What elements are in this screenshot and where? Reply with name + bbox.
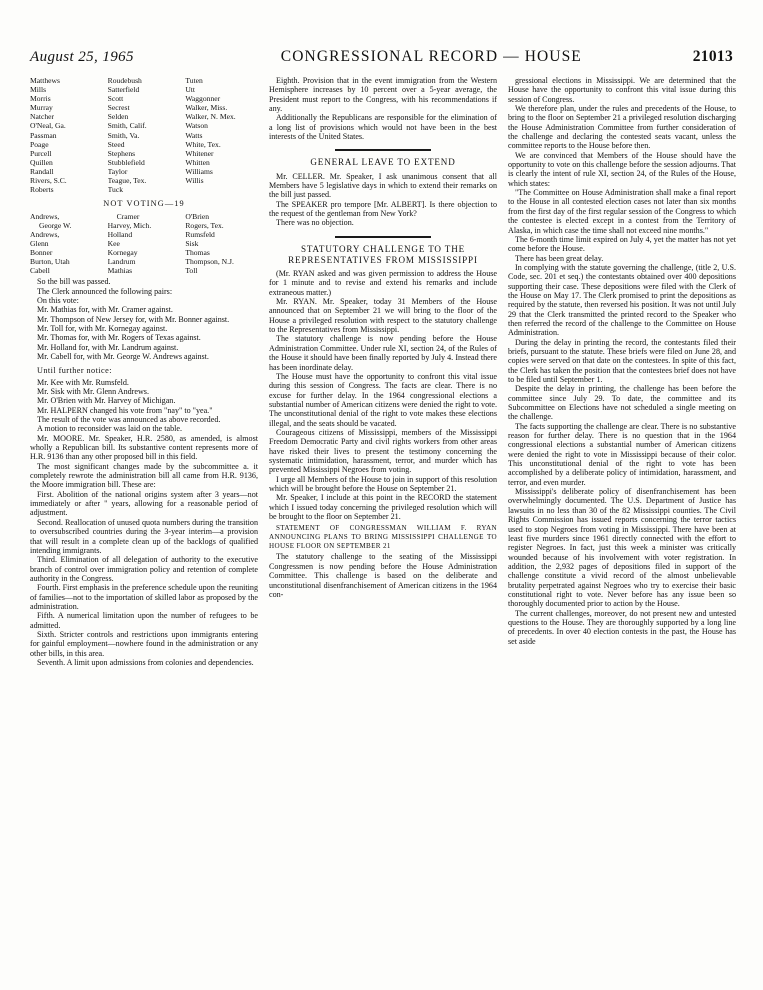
- member-name: Walker, Miss.: [185, 103, 228, 113]
- paragraph: So the bill was passed.: [37, 277, 111, 287]
- member-name: Taylor: [107, 166, 128, 176]
- member-name: Bonner: [30, 247, 53, 257]
- paragraph: Despite the delay in printing, the challenge has been before the committee since July 29. To date, the committee and its Subcommittee on Elections have not scheduled a single meeting on the challenge.: [508, 384, 736, 422]
- paragraph: We therefore plan, under the rules and precedents of the House, to bring to the floor on September 21 a privileged resolution discharging the House Administration Committee from further consideration of the challenge and declaring the contested seats vacant, unless the committee reports to the House before then.: [508, 104, 736, 151]
- member-name: O'Brien: [185, 211, 210, 221]
- member-name: Holland: [107, 229, 133, 239]
- member-name: Passman: [30, 130, 57, 140]
- paragraph: Mr. Thompson of New Jersey for, with Mr. Bonner against.: [37, 314, 230, 324]
- member-name: O'Neal, Ga.: [30, 121, 66, 131]
- member-name: Kee: [107, 238, 120, 248]
- section-heading-statutory-challenge: STATUTORY CHALLENGE TO THE REPRESENTATIVES FROM MISSISSIPPI: [288, 243, 478, 265]
- member-name: Sisk: [185, 238, 199, 248]
- member-name: Whitener: [185, 148, 214, 158]
- member-name: Willis: [185, 176, 204, 186]
- member-name: Thomas: [185, 247, 210, 257]
- member-name: Satterfield: [107, 85, 140, 95]
- general-leave-paragraphs: [269, 172, 497, 228]
- paragraph: The SPEAKER pro tempore [Mr. ALBERT]. Is there objection to the request of the gentleman from New York?: [269, 199, 497, 218]
- member-name: Rogers, Tex.: [185, 220, 224, 230]
- paragraph: Seventh. A limit upon admissions from colonies and dependencies.: [37, 657, 254, 667]
- paragraph: Mr. MOORE. Mr. Speaker, H.R. 2580, as amended, is almost wholly a Republican bill. Its substantive content represents more of H.R. 9136 than any other proposed bill in this field.: [30, 433, 258, 462]
- section-divider-rule-2: [335, 236, 431, 238]
- member-name: Purcell: [30, 148, 52, 158]
- member-name: Natcher: [30, 112, 55, 122]
- member-name: Teague, Tex.: [107, 176, 147, 186]
- not-voting-name-list: [30, 212, 258, 276]
- member-name: Scott: [107, 94, 124, 104]
- paragraph: "The Committee on House Administration shall make a final report to the House in all contested election cases not later than six months from the first day of the first regular session of the Congress to which the contestee is elected except in a contest from the Territory of Alaska, in which case the time shall not exceed nine months.": [508, 188, 736, 235]
- member-name: [185, 185, 258, 194]
- paragraph: Mr. HALPERN changed his vote from "nay" to "yea.": [37, 405, 213, 415]
- member-name: Randall: [30, 166, 54, 176]
- member-name: Cabell: [30, 266, 50, 276]
- member-name: Steed: [107, 139, 125, 149]
- member-name: Murray: [30, 103, 53, 113]
- running-head: [30, 48, 733, 74]
- member-name: Toll: [185, 266, 198, 276]
- paragraph: The House must have the opportunity to confront this vital issue during this session of Congress. The facts are clear. There is no excuse for further delay. In the 1964 congressional elections a substantial number of American citizens were denied the right to vote. The unconstitutional denial of the right to vote makes these elections illegal, and the seats should be vacated.: [269, 371, 497, 428]
- member-name: Roudebush: [107, 76, 142, 85]
- paragraph: Mr. Thomas for, with Mr. Rogers of Texas against.: [37, 333, 201, 343]
- member-name: Cramer: [116, 211, 140, 221]
- paragraph: During the delay in printing the record, the contestants filed their briefs, pursuant to the statute. These briefs were filed on June 28, and copies were served on that date on the contestees. In spite of this fact, the Clerk has taken the position that the contestees brief does not have to be filed until September 1.: [508, 337, 736, 384]
- column-2-continued-paragraphs: [269, 76, 497, 141]
- member-name: Smith, Calif.: [107, 121, 147, 131]
- member-name: Walker, N. Mex.: [185, 112, 236, 122]
- paragraph: The statutory challenge to the seating of the Mississippi Congressmen is now pending before the House Administration Committee. This challenge is based on the deliberate and unconstitutional disenfranchisement of American citizens in the 1964 con-: [269, 552, 497, 599]
- paragraph: Mr. RYAN. Mr. Speaker, today 31 Members of the House announced that on September 21 we will bring to the floor of the House a privileged resolution with respect to the statutory challenge to the Representatives from Mississippi.: [269, 297, 497, 335]
- member-name: Watts: [185, 130, 203, 140]
- not-voting-heading: NOT VOTING—19: [103, 199, 185, 209]
- yea-name-list: [30, 76, 258, 194]
- paragraph: The current challenges, moreover, do not present new and untested questions to the House. They are thoroughly supported by a long line of precedents. In over 40 election contests in the past, the House has set aside: [508, 608, 736, 646]
- member-name: Tuck: [107, 185, 123, 195]
- column-1: [30, 76, 258, 956]
- column-3: [508, 76, 736, 956]
- paragraph: gressional elections in Mississippi. We are determined that the House have the opportunity to confront this vital issue during this session of Congress.: [508, 76, 736, 104]
- member-name: Selden: [107, 112, 129, 122]
- member-name: Harvey, Mich.: [107, 220, 152, 230]
- member-name: Mathias: [107, 266, 133, 276]
- member-name: Thompson, N.J.: [185, 257, 234, 267]
- paragraph: The facts supporting the challenge are clear. There is no substantive reason for further delay. There is no question that in the 1964 congressional elections a substantial number of American citizens were denied the right to vote in Mississippi because of their color. This unconstitutional denial of the right to vote has been accomplished by a deliberate policy of intimidation, harassment, and terror, and even murder.: [508, 421, 736, 487]
- issue-date: August 25, 1965: [30, 49, 134, 65]
- paragraph: Eighth. Provision that in the event immigration from the Western Hemisphere increases by 10 percent over a 5-year average, the President must report to the Congress, with his recommendations if any.: [269, 76, 497, 114]
- paragraph: Fifth. A numerical limitation upon the number of refugees to be admitted.: [30, 611, 258, 630]
- paragraph: Fourth. First emphasis in the preference schedule upon the reuniting of families—not to the importation of skilled labor as proposed by the administration.: [30, 583, 258, 611]
- column-2: [269, 76, 497, 956]
- column-1-paragraphs: [30, 277, 258, 361]
- member-name: Poage: [30, 139, 49, 149]
- member-name: Andrews,: [30, 229, 60, 239]
- statement-title: STATEMENT OF CONGRESSMAN WILLIAM F. RYAN ANNOUNCING PLANS TO BRING MISSISSIPPI CHALLENGE TO HOUSE FLOOR ON SEPTEMBER 21: [269, 524, 497, 550]
- statement-body: [269, 552, 497, 599]
- member-name: Burton, Utah: [30, 257, 70, 267]
- member-name: Kornegay: [107, 247, 138, 257]
- paragraph: Sixth. Stricter controls and restrictions upon immigrants entering for gainful employment—nowhere found in the administration or any other bills, in this area.: [30, 629, 258, 658]
- member-name: George W.: [39, 220, 72, 230]
- member-name: Quillen: [30, 157, 53, 167]
- page-number: 21013: [692, 48, 733, 65]
- column-container: [30, 76, 736, 956]
- paragraph: Mr. O'Brien with Mr. Harvey of Michigan.: [37, 396, 176, 406]
- member-name: Stubblefield: [107, 157, 145, 167]
- member-name: Watson: [185, 121, 208, 131]
- member-name: Rumsfeld: [185, 229, 215, 239]
- section-heading-general-leave: GENERAL LEAVE TO EXTEND: [310, 157, 456, 168]
- member-name: Landrum: [107, 257, 136, 267]
- paragraph: Mr. Sisk with Mr. Glenn Andrews.: [37, 387, 149, 396]
- member-name: Rivers, S.C.: [30, 176, 67, 186]
- member-name: White, Tex.: [185, 139, 221, 149]
- paragraph: The statutory challenge is now pending before the House Administration Committee. Under rule XI, section 24, of the Rules of the House it should have been finally reported by July 4. Instead there has been inordinate delay.: [269, 334, 497, 372]
- paragraph: Additionally the Republicans are responsible for the elimination of a long list of provisions which would not have been in the best interests of the United States.: [269, 113, 497, 142]
- member-name: Whitten: [185, 157, 210, 167]
- until-further-notice-heading: Until further notice:: [37, 366, 112, 376]
- member-name: Williams: [185, 166, 213, 176]
- member-name: Stephens: [107, 148, 136, 158]
- member-name: Andrews,: [30, 211, 60, 221]
- publication-title: CONGRESSIONAL RECORD — HOUSE: [280, 48, 582, 65]
- paragraph: First. Abolition of the national origins system after 3 years—not immediately or after " years, allowing for a reasonable period of adjustment.: [30, 489, 258, 518]
- member-name: Morris: [30, 94, 51, 104]
- paragraph: The result of the vote was announced as above recorded.: [37, 415, 221, 425]
- paragraph: Mississippi's deliberate policy of disenfranchisement has been overwhelmingly documented. The U.S. Department of Justice has lawsuits in no less than 30 of the 82 Mississippi counties. The Civil Rights Commission has issued reports concerning the terror tactics used to stop Negroes from voting in Mississippi. There have been at least five murders since 1961 directly connected with the effort to register Negroes. In fact, just this week a minister was critically wounded because of his involvement with voter registration. In addition, the 2,932 pages of depositions filed in support of the challenge constitute a vivid record of the almost unbelievable brutality perpetrated against Negroes who try to exercise their basic constitutional right to vote. Never before has any issue been so thoroughly documented prior to action by the House.: [508, 487, 736, 609]
- paragraph: Third. Elimination of all delegation of authority to the executive branch of control over immigration policy and retention of complete authority in the Congress.: [30, 555, 258, 583]
- paragraph: Mr. Speaker, I include at this point in the RECORD the statement which I issued today concerning the privileged resolution which will be brought to the floor on September 21.: [269, 493, 497, 522]
- paragraph: The Clerk announced the following pairs:: [37, 286, 173, 296]
- member-name: Tuten: [185, 76, 203, 85]
- paragraph: Second. Reallocation of unused quota numbers during the transition to oversubscribed countries during the 3-year interim—a provision that will result in a complete clean up of the backlogs of qualified intending immigrants.: [30, 517, 258, 555]
- member-name: Waggonner: [185, 94, 221, 104]
- paragraph: I urge all Members of the House to join in support of this resolution which will be brought before the House on September 21.: [269, 474, 497, 493]
- paragraph: In complying with the statute governing the challenge, (title 2, U.S. Code, sec. 201 et seq.) the contestants obtained over 400 depositions supporting their case. These depositions were filed with the Clerk of the House on May 17. The Clerk promised to print the depositions as required by the statute, then reversed his position. It was not until July 29 that the Clerk transmitted the printed record to the Speaker who then referred the record of the challenge to the Committee on House Administration.: [508, 262, 736, 338]
- paragraph: The 6-month time limit expired on July 4, yet the matter has not yet come before the House.: [508, 234, 736, 254]
- member-name: Smith, Va.: [107, 130, 140, 140]
- member-name: Matthews: [30, 76, 60, 85]
- column-3-paragraphs: [508, 76, 736, 646]
- paragraph: Mr. Toll for, with Mr. Kornegay against.: [37, 323, 168, 333]
- until-further-notice-pairs: [30, 378, 258, 406]
- paragraph: Mr. Mathias for, with Mr. Cramer against.: [37, 305, 173, 315]
- paragraph: Mr. CELLER. Mr. Speaker, I ask unanimous consent that all Members have 5 legislative days in which to extend their remarks on the bill just passed.: [269, 171, 497, 200]
- paragraph: We are convinced that Members of the House should have the opportunity to vote on this challenge before the session adjourns. That is clearly the intent of rule XI, section 24, of the Rules of the House, which states:: [508, 150, 736, 188]
- paragraph: The most significant changes made by the subcommittee a. it completely rewrote the administration bill all came from H.R. 9136, the Moore immigration bill. These are:: [30, 461, 258, 490]
- column-1-remarks: [30, 406, 258, 668]
- paragraph: Mr. Cabell for, with Mr. George W. Andrews against.: [37, 351, 209, 361]
- paragraph: There was no objection.: [276, 218, 354, 228]
- section-divider-rule: [335, 149, 431, 151]
- member-name: Roberts: [30, 185, 54, 195]
- statutory-challenge-paragraphs: [269, 269, 497, 521]
- paragraph: There has been great delay.: [515, 253, 604, 263]
- member-name: Utt: [185, 85, 196, 95]
- paragraph: Mr. Kee with Mr. Rumsfeld.: [37, 377, 129, 387]
- paragraph: Courageous citizens of Mississippi, members of the Mississippi Freedom Democratic Party and civil rights workers from other areas have risked their lives to present the testimony concerning the systematic intimidation, harassment, terror, and murder which has prevented Mississippi Negroes from voting.: [269, 427, 497, 475]
- paragraph: On this vote:: [37, 295, 79, 305]
- paragraph: A motion to reconsider was laid on the table.: [37, 424, 182, 434]
- paragraph: (Mr. RYAN asked and was given permission to address the House for 1 minute and to revise and extend his remarks and include extraneous matter.): [269, 269, 497, 297]
- member-name: Mills: [30, 85, 47, 95]
- paragraph: Mr. Holland for, with Mr. Landrum against.: [37, 342, 179, 352]
- member-name: Secrest: [107, 103, 130, 113]
- member-name: Glenn: [30, 238, 49, 248]
